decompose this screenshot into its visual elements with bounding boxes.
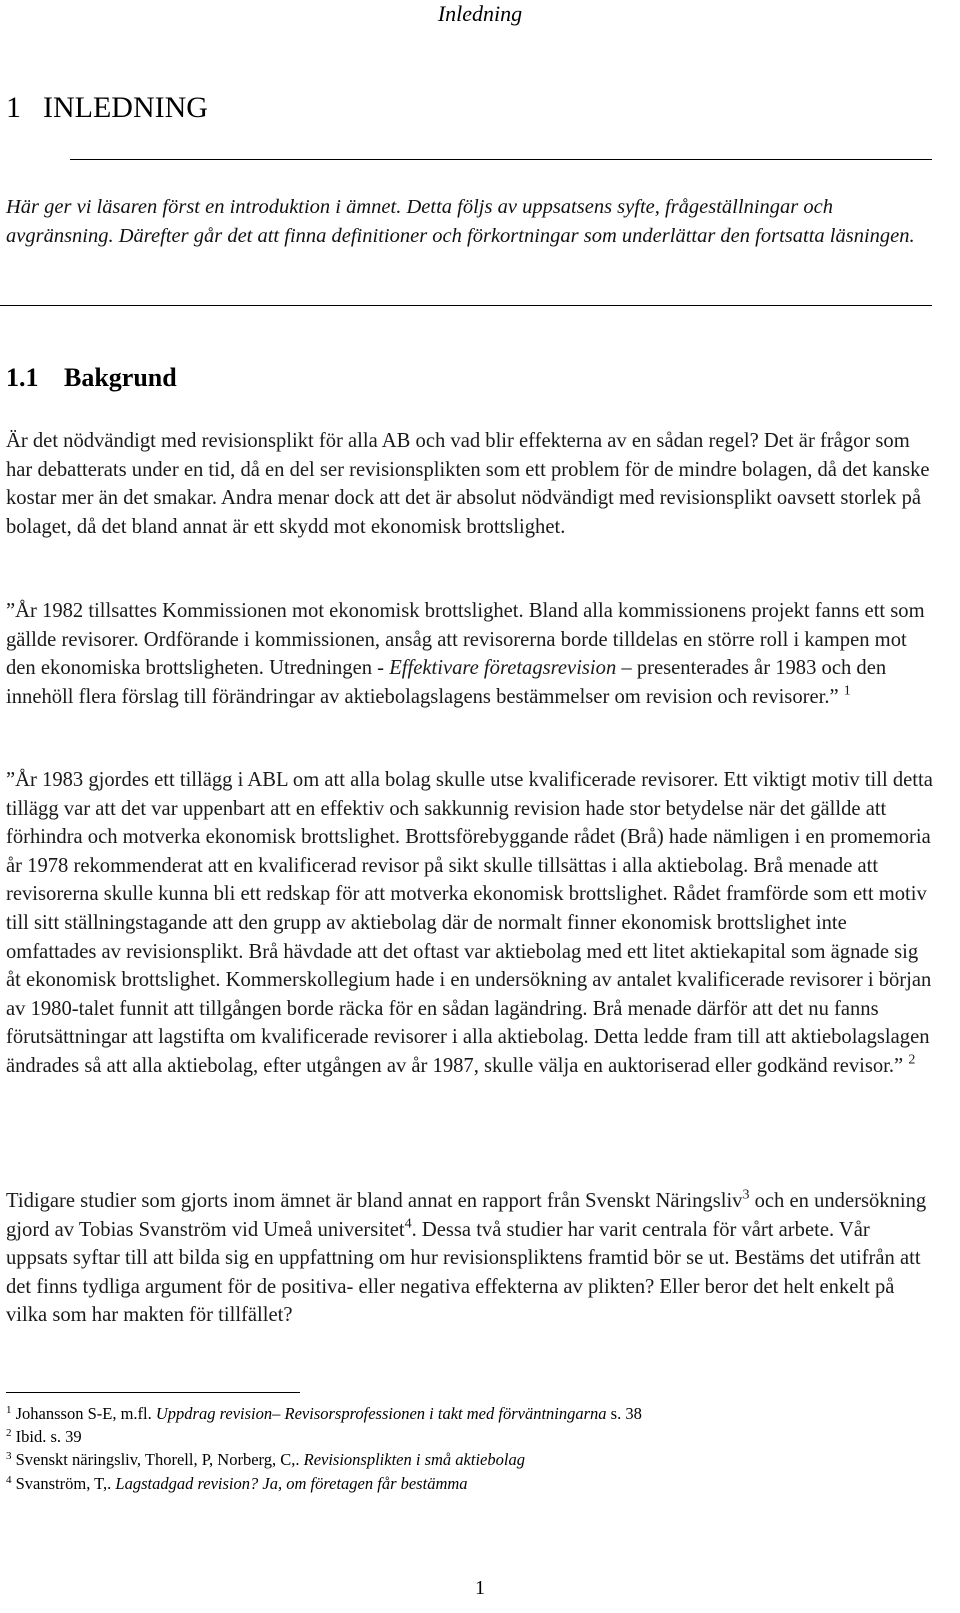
footnote-title: Revisionsplikten i små aktiebolag [303, 1450, 525, 1470]
footnote-author: Svanström, T,. [15, 1473, 112, 1493]
footnote-number: 1 [6, 1403, 12, 1416]
page-number: 1 [475, 1577, 485, 1599]
footnote [6, 1402, 936, 1425]
paragraph-3-text: ”År 1983 gjordes ett tillägg i ABL om att alla bolag skulle utse kvalificerade revisorer. Ett viktigt motiv till detta tillägg var att det var uppenbart att en effektiv och sakkunnig revision hade stor betydelse när det gällde att förhindra och motverka ekonomisk brottslighet. Brottsförebyggande rådet (Brå) hade nämligen i en promemoria år 1978 rekommenderat att en kvalificerad revisor på sikt skulle tillsättas i alla aktiebolag. Brå menade att revisorerna skulle kunna bli ett redskap för att motverka ekonomisk brottslighet. Rådet framförde som ett motiv till sitt ställningstagande att den grupp av aktiebolag där de normalt finner ekonomisk brottslighet inte omfattades av revisionsplikt. Brå hävdade att det oftast var aktiebolag med ett litet aktiekapital som ägnade sig åt ekonomisk brottslighet. Kommerskollegium hade i en undersökning av antalet kvalificerade revisorer i början av 1980-talet funnit att tillgången borde räcka för en sådan lagändring. Brå menade därför att det nu fanns förutsättningar att lagstifta om kvalificerade revisorer i alla aktiebolag. Detta ledde fram till att aktiebolagslagen ändrades så att alla aktiebolag, efter utgången av år 1987, skulle välja en auktoriserad eller godkänd revisor.” [6, 769, 933, 1077]
paragraph-2-part-a: ”År 1982 tillsattes Kommissionen mot ekonomisk brottslighet. Bland alla kommissionens projekt fanns ett som gällde revisorer. Ordförande i kommissionen, ansåg att revisorerna borde tilldelas en större roll i kampen mot den ekonomiska brottsligheten. Utredningen - [6, 600, 925, 680]
section-title: Bakgrund [64, 363, 177, 392]
paragraph-4-part-a: Tidigare studier som gjorts inom ämnet är bland annat en rapport från Svenskt Näringsliv [6, 1190, 743, 1212]
footnote-number: 2 [6, 1427, 12, 1440]
paragraph-1: Är det nödvändigt med revisionsplikt för alla AB och vad blir effekterna av en sådan regel? Det är frågor som har debatterats under en tid, då en del ser revisionsplikten som ett problem för de mindre bolagen, då det kanske kostar mer än det smakar. Andra menar dock att det är absolut nödvändigt med revisionsplikt oavsett storlek på bolaget, då det bland annat är ett skydd mot ekonomisk brottslighet. [6, 430, 930, 538]
footnote-title: Lagstadgad revision? Ja, om företagen får bestämma [115, 1473, 468, 1493]
chapter-heading [6, 88, 208, 128]
footnote-ref-4[interactable]: 4 [404, 1216, 412, 1232]
chapter-title: INLEDNING [43, 91, 208, 124]
footnote [6, 1472, 936, 1495]
footnote-page: s. 38 [610, 1404, 642, 1423]
intro-top-rule [70, 159, 932, 160]
paragraph-4-part-b: och en undersökning gjord av Tobias Svanström vid Umeå universitet [6, 1190, 927, 1241]
chapter-number: 1 [6, 91, 21, 124]
footnote [6, 1448, 936, 1471]
chapter-intro: Här ger vi läsaren först en introduktion i ämnet. Detta följs av uppsatsens syfte, frågeställningar och avgränsning. Därefter går det att finna definitioner och förkortningar som underlättar den fortsatta läsningen. [6, 196, 915, 247]
paragraph-2 [6, 597, 936, 711]
paragraph-4 [6, 1187, 936, 1330]
footnote-number: 4 [6, 1473, 12, 1486]
footnote-author: Johansson S-E, m.fl. [15, 1404, 152, 1423]
intro-bottom-rule [0, 305, 932, 306]
footnote-author: Svenskt näringsliv, Thorell, P, Norberg, C,. [15, 1450, 300, 1470]
footnote-ref-2[interactable]: 2 [908, 1052, 916, 1068]
footnote-separator [6, 1392, 300, 1393]
footnote-ref-3[interactable]: 3 [742, 1187, 750, 1203]
paragraph-3 [6, 766, 936, 1081]
footnote-ref-1[interactable]: 1 [843, 683, 851, 699]
footnote [6, 1425, 936, 1448]
section-heading [6, 361, 177, 395]
footnote-author: Ibid. s. 39 [15, 1427, 82, 1447]
footnotes [6, 1402, 936, 1495]
report-title: Effektivare företagsrevision [389, 657, 617, 680]
footnote-number: 3 [6, 1450, 12, 1463]
paragraph-4-part-c: . Dessa två studier har varit centrala för vårt arbete. Vår uppsats syftar till att bilda sig en uppfattning om hur revisionspliktens framtid bör se ut. Bestäms det utifrån att det finns tydliga argument för de positiva- eller negativa effekterna av plikten? Eller beror det helt enkelt på vilka som har makten för tillfället? [6, 1218, 921, 1327]
paragraph-2-part-b: – presenterades år 1983 och den innehöll flera förslag till förändringar av aktiebolagslagens bestämmelser om revision och revisorer.” [6, 657, 887, 708]
footnote-title: Uppdrag revision– Revisorsprofessionen i takt med förväntningarna [155, 1404, 607, 1423]
section-number: 1.1 [6, 363, 39, 392]
running-header: Inledning [437, 1, 523, 26]
